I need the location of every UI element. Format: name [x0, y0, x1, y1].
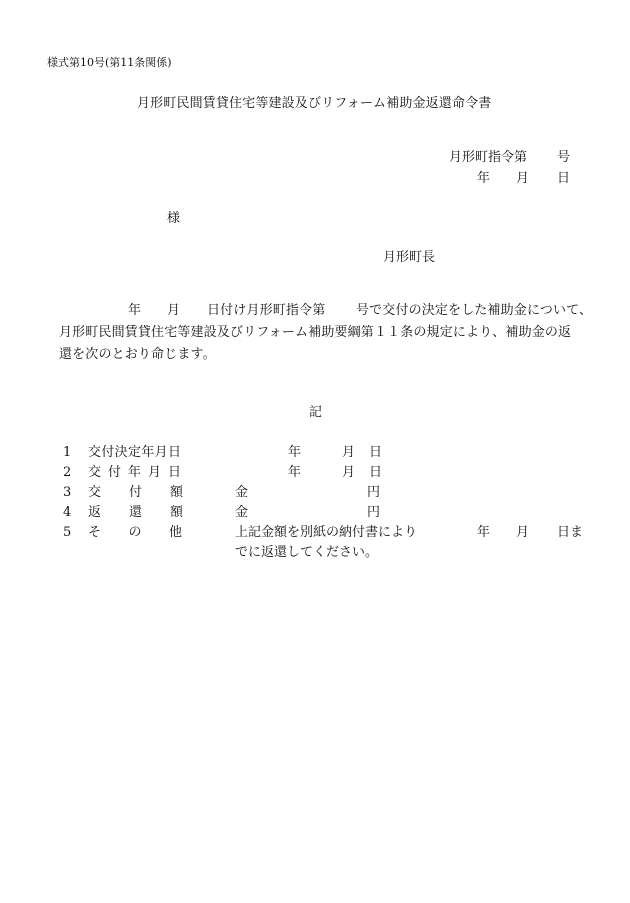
item-deadline-day: 日ま [557, 525, 584, 540]
item-row-1 [0, 446, 630, 459]
document-title: 月形町民間賃貸住宅等建設及びリフォーム補助金返還命令書 [137, 96, 492, 111]
item-label-char: 額 [169, 505, 183, 520]
issue-date-day: 日 [557, 171, 571, 186]
item-date-day: 日 [369, 465, 383, 480]
item-label [88, 466, 181, 479]
item-number: 5 [63, 525, 72, 540]
item-label-char: そ [88, 525, 102, 540]
item-label-char: 交 [88, 445, 102, 460]
item-row-5 [0, 526, 630, 559]
item-label-char: 年 [127, 465, 141, 480]
item-currency-prefix: 金 [235, 485, 249, 500]
item-label-char: 額 [169, 485, 183, 500]
item-deadline-year: 年 [477, 525, 491, 540]
item-row-4 [0, 506, 630, 519]
issuer-name: 月形町長 [383, 250, 436, 265]
item-label-char: 日 [167, 445, 181, 460]
item-date-month: 月 [342, 445, 356, 460]
item-label-char: 他 [168, 525, 182, 540]
issue-date-month: 月 [516, 171, 530, 186]
item-label-char: 付 [107, 465, 121, 480]
item-label-char: 定 [127, 445, 141, 460]
item-label-char: 交 [88, 465, 102, 480]
item-label-char: 決 [114, 445, 128, 460]
issue-date-year: 年 [477, 171, 491, 186]
body-line3: 還を次のとおり命じます。 [59, 347, 216, 362]
item-label-char: の [128, 525, 142, 540]
item-label-char: 月 [154, 445, 168, 460]
item-label-char: 返 [88, 505, 102, 520]
body-line1-text: 号で交付の決定をした補助金について、 [356, 303, 593, 318]
body-line1-month: 月 [167, 303, 181, 318]
item-deadline-month: 月 [516, 525, 530, 540]
item-label-char: 交 [88, 485, 102, 500]
item-label [88, 486, 183, 499]
item-label-char: 還 [128, 505, 142, 520]
item-number: 2 [63, 465, 72, 480]
body-line1-reference: 日付け月形町指令第 [207, 303, 326, 318]
item-currency-unit: 円 [367, 485, 381, 500]
item-date-year: 年 [288, 465, 302, 480]
item-label [88, 506, 183, 519]
decree-number-prefix: 月形町指令第 [449, 150, 528, 165]
item-remarks-continuation: でに返還してください。 [235, 545, 379, 560]
item-date-year: 年 [288, 445, 302, 460]
item-row-2 [0, 466, 630, 479]
item-label [88, 526, 182, 539]
body-line1-year: 年 [128, 303, 142, 318]
form-number: 様式第10号(第11条関係) [47, 56, 172, 69]
item-label-char: 年 [141, 445, 155, 460]
addressee-honorific: 様 [167, 211, 181, 226]
item-label [88, 446, 181, 459]
item-currency-prefix: 金 [235, 505, 249, 520]
item-remarks-text: 上記金額を別紙の納付書により [235, 525, 418, 540]
item-label-char: 付 [128, 485, 142, 500]
item-currency-unit: 円 [367, 505, 381, 520]
item-number: 3 [63, 485, 72, 500]
item-label-char: 日 [167, 465, 181, 480]
body-line2: 月形町民間賃貸住宅等建設及びリフォーム補助要綱第１１条の規定により、補助金の返 [59, 325, 572, 340]
item-label-char: 付 [101, 445, 115, 460]
item-row-3 [0, 486, 630, 499]
item-date-month: 月 [342, 465, 356, 480]
ki-heading: 記 [309, 405, 323, 420]
decree-number-suffix: 号 [557, 150, 571, 165]
item-number: 1 [63, 445, 72, 460]
item-number: 4 [63, 505, 72, 520]
item-date-day: 日 [369, 445, 383, 460]
item-label-char: 月 [147, 465, 161, 480]
